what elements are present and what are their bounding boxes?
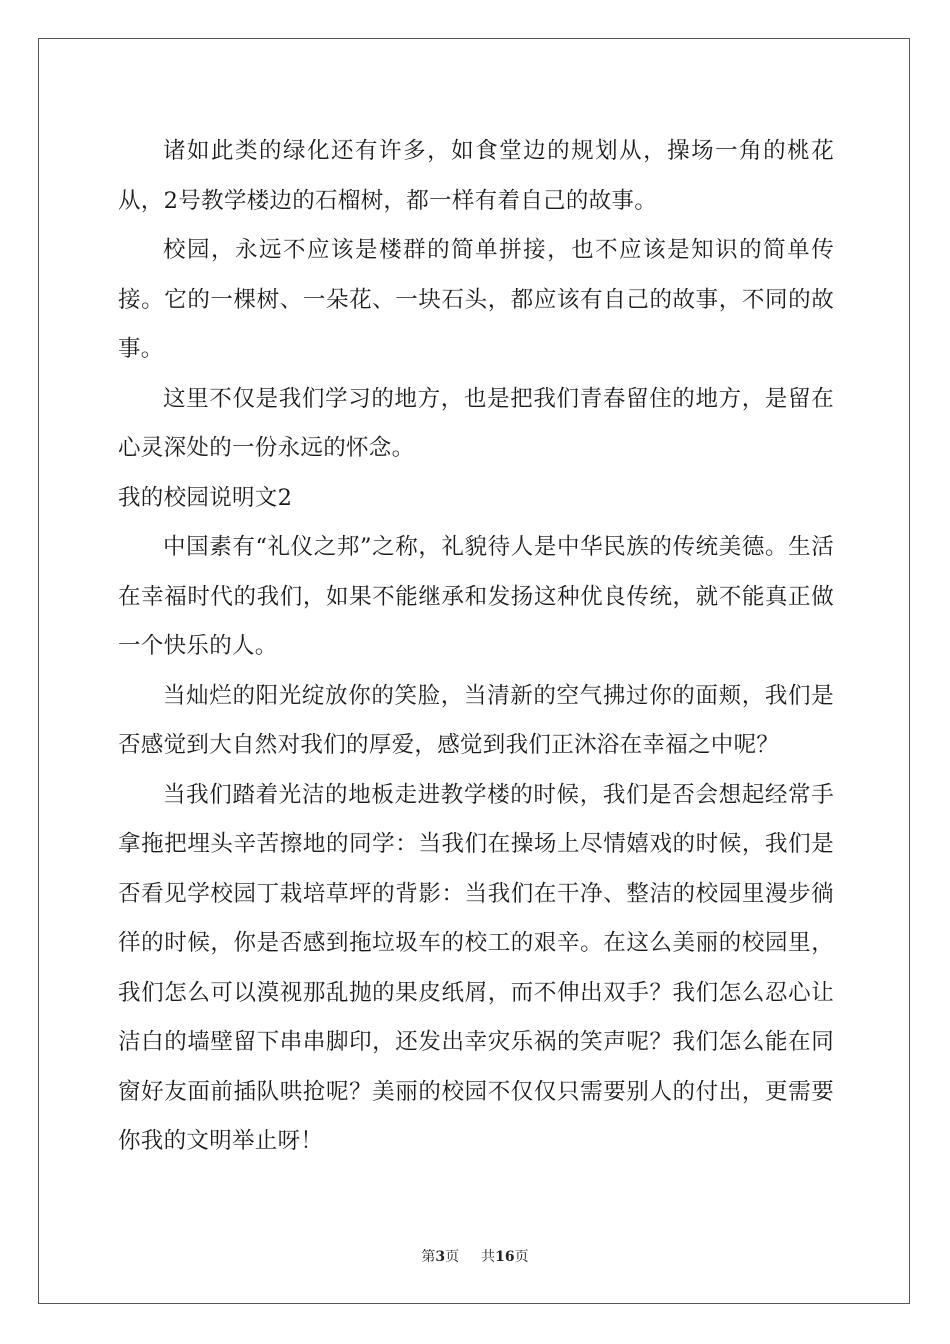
- page-footer: [0, 1246, 950, 1266]
- total-suffix: 页: [514, 1249, 529, 1265]
- total-pages: 16: [495, 1249, 515, 1265]
- document-body: [118, 127, 834, 1167]
- page-prefix: 第: [421, 1249, 436, 1265]
- section-heading: 我的校园说明文2: [118, 484, 293, 511]
- page-number: 3: [435, 1249, 446, 1265]
- paragraph: 校园，永远不应该是楼群的简单拼接，也不应该是知识的简单传接。它的一棵树、一朵花、一块石头，都应该有自己的故事，不同的故事。: [118, 237, 834, 362]
- page-suffix: 页: [445, 1249, 460, 1265]
- paragraph: 当我们踏着光洁的地板走进教学楼的时候，我们是否会想起经常手拿拖把埋头辛苦擦地的同学：当我们在操场上尽情嬉戏的时候，我们是否看见学校园丁栽培草坪的背影：当我们在干净、整洁的校园里漫步徜徉的时候，你是否感到拖垃圾车的校工的艰辛。在这么美丽的校园里，我们怎么可以漠视那乱抛的果皮纸屑，而不伸出双手？我们怎么忍心让洁白的墙壁留下串串脚印，还发出幸灾乐祸的笑声呢？我们怎么能在同窗好友面前插队哄抢呢？美丽的校园不仅仅只需要别人的付出，更需要你我的文明举止呀！: [118, 781, 834, 1154]
- paragraph: 中国素有“礼仪之邦”之称，礼貌待人是中华民族的传统美德。生活在幸福时代的我们，如果不能继承和发扬这种优良传统，就不能真正做一个快乐的人。: [118, 534, 834, 659]
- paragraph: 诸如此类的绿化还有许多，如食堂边的规划从，操场一角的桃花从，2号教学楼边的石榴树，都一样有着自己的故事。: [118, 138, 834, 214]
- paragraph: 当灿烂的阳光绽放你的笑脸，当清新的空气拂过你的面颊，我们是否感觉到大自然对我们的厚爱，感觉到我们正沐浴在幸福之中呢？: [118, 682, 834, 758]
- total-prefix: 共: [481, 1249, 496, 1265]
- paragraph: 这里不仅是我们学习的地方，也是把我们青春留住的地方，是留在心灵深处的一份永远的怀念。: [118, 385, 834, 461]
